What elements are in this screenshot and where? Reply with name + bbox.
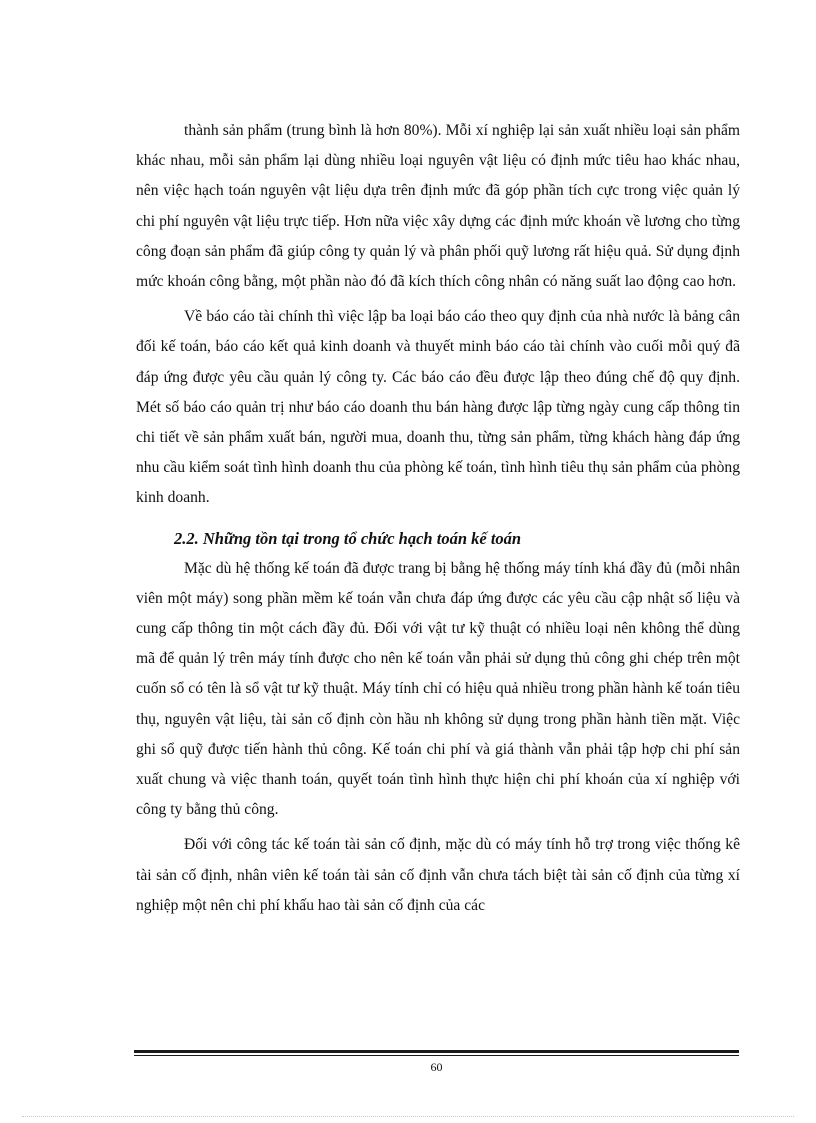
footer-divider bbox=[134, 1050, 739, 1057]
body-paragraph: Về báo cáo tài chính thì việc lập ba loại báo cáo theo quy định của nhà nước là bảng cân đối kế toán, báo cáo kết quả kinh doanh và thuyết minh báo cáo tài chính vào cuối mỗi quý đã đáp ứng được yêu cầu quản lý công ty. Các báo cáo đều được lập theo đúng chế độ quy định. Mét số báo cáo quản trị như báo cáo doanh thu bán hàng được lập từng ngày cung cấp thông tin chi tiết về sản phẩm xuất bán, người mua, doanh thu, từng sản phẩm, từng khách hàng đáp ứng nhu cầu kiểm soát tình hình doanh thu của phòng kế toán, tình hình tiêu thụ sản phẩm của phòng kinh doanh. bbox=[136, 308, 740, 507]
page-bottom-edge bbox=[22, 1116, 794, 1117]
body-paragraph: thành sản phẩm (trung bình là hơn 80%). Mỗi xí nghiệp lại sản xuất nhiều loại sản phẩm khác nhau, mỗi sản phẩm lại dùng nhiều loại nguyên vật liệu có định mức tiêu hao khác nhau, nên việc hạch toán nguyên vật liệu dựa trên định mức đã góp phần tích cực trong việc quản lý chi phí nguyên vật liệu trực tiếp. Hơn nữa việc xây dựng các định mức khoán về lương cho từng công đoạn sản phẩm đã giúp công ty quản lý và phân phối quỹ lương rất hiệu quả. Sử dụng định mức khoán công bằng, một phần nào đó đã kích thích công nhân có năng suất lao động cao hơn. bbox=[136, 122, 740, 291]
footer-divider-thin-line bbox=[134, 1055, 739, 1056]
body-paragraph: Đối với công tác kế toán tài sản cố định, mặc dù có máy tính hỗ trợ trong việc thống kê tài sản cố định, nhân viên kế toán tài sản cố định vẫn chưa tách biệt tài sản cố định của từng xí nghiệp một nên chi phí khấu hao tài sản cố định của các bbox=[136, 836, 740, 914]
page-number: 60 bbox=[430, 1060, 443, 1074]
section-heading: 2.2. Những tồn tại trong tổ chức hạch toán kế toán bbox=[174, 528, 522, 548]
body-paragraph: Mặc dù hệ thống kế toán đã được trang bị bằng hệ thống máy tính khá đầy đủ (mỗi nhân viên một máy) song phần mềm kế toán vẫn chưa đáp ứng được các yêu cầu cập nhật số liệu và cung cấp thông tin một cách đầy đủ. Đối với vật tư kỹ thuật có nhiều loại nên không thể dùng mã để quản lý trên máy tính được cho nên kế toán vẫn phải sử dụng thủ công ghi chép trên một cuốn sổ có tên là sổ vật tư kỹ thuật. Máy tính chỉ có hiệu quả nhiều trong phần hành kế toán tiêu thụ, nguyên vật liệu, tài sản cố định còn hầu nh không sử dụng trong phần hành tiền mặt. Việc ghi sổ quỹ được tiến hành thủ công. Kế toán chi phí và giá thành vẫn phải tập hợp chi phí sản xuất chung và việc thanh toán, quyết toán tình hình thực hiện chi phí khoán của xí nghiệp với công ty bằng thủ công. bbox=[136, 559, 740, 819]
page-body bbox=[136, 116, 740, 921]
footer-divider-thick-line bbox=[134, 1050, 739, 1053]
